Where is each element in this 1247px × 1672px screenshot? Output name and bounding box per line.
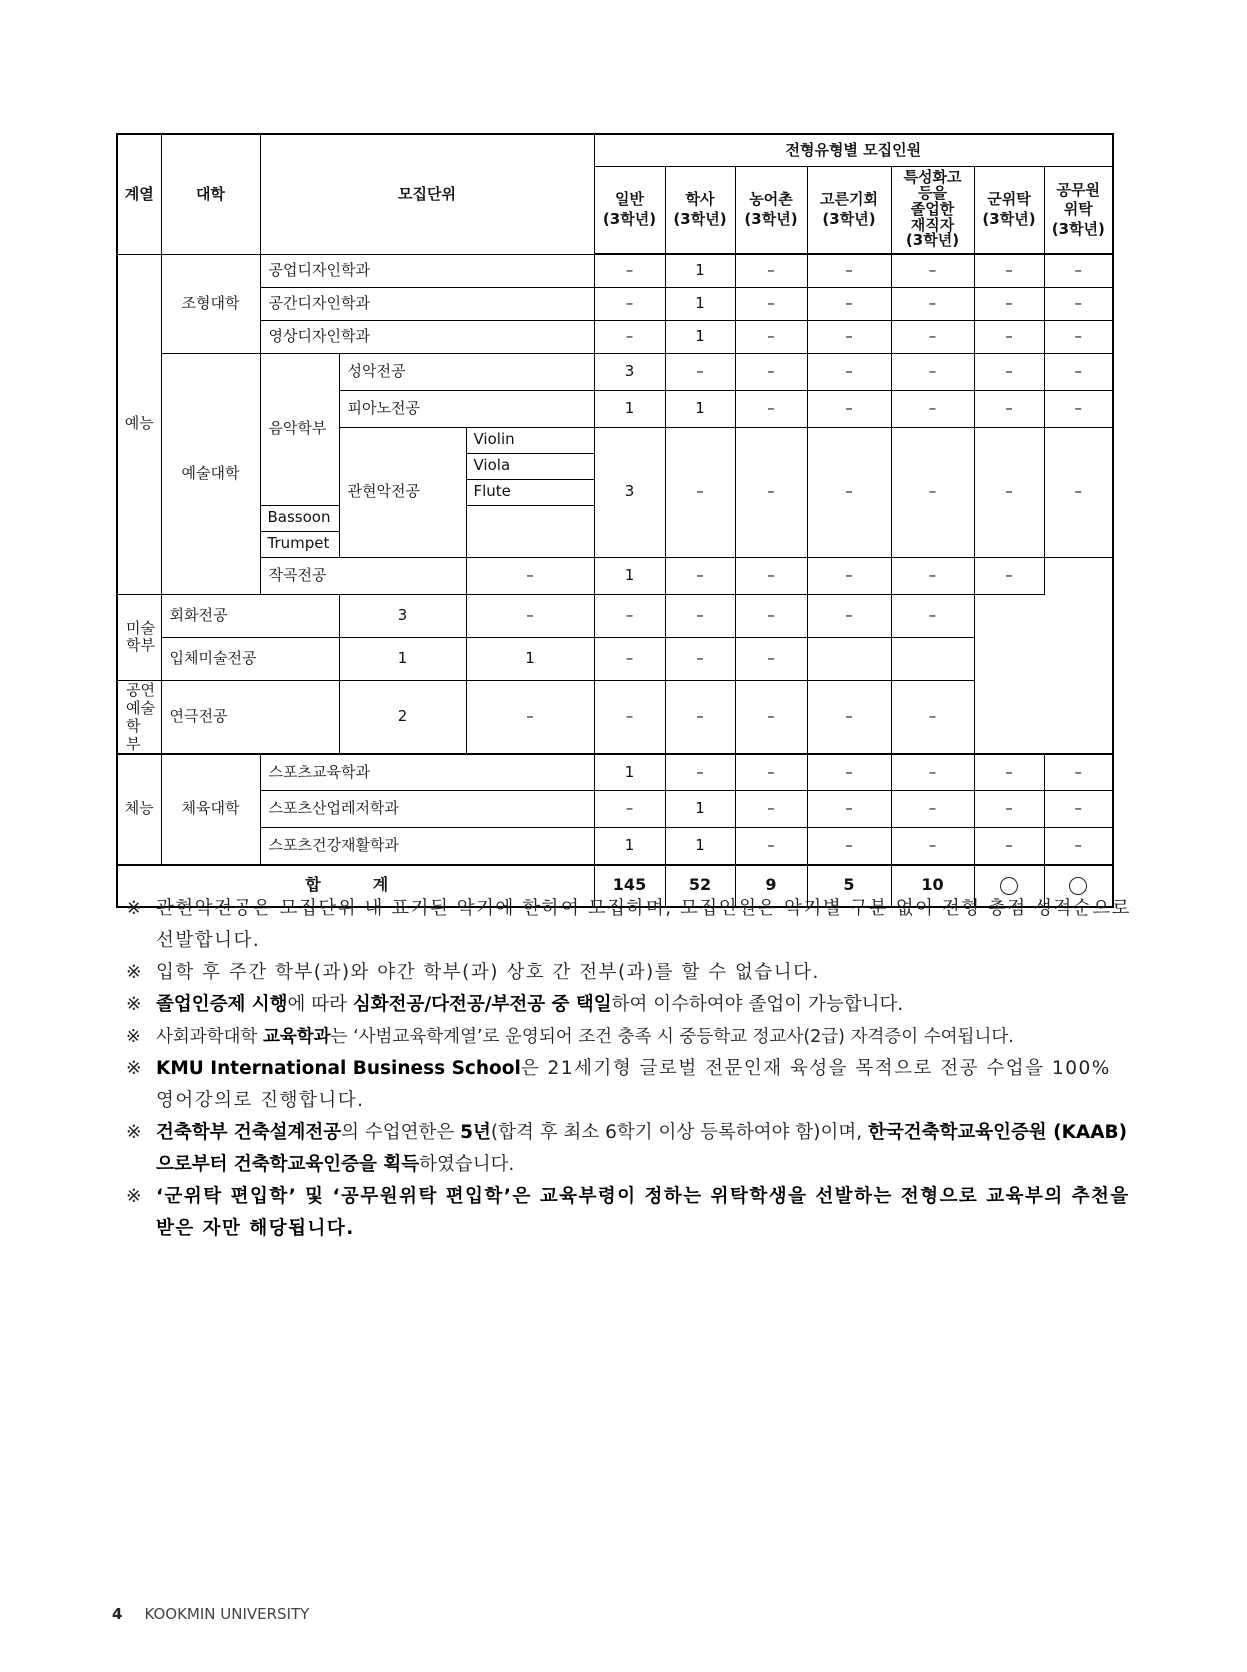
value-cell: –	[594, 791, 665, 828]
value-cell: –	[807, 320, 891, 353]
table-row	[117, 637, 1113, 680]
value-cell: –	[735, 390, 807, 427]
unit-gwanhyeon: 관현악전공	[339, 427, 466, 557]
value-cell: –	[1044, 828, 1113, 865]
unit-name: 회화전공	[161, 594, 339, 637]
note-mark-icon: ※	[126, 898, 142, 919]
value-cell: 1	[594, 557, 665, 594]
table-row	[117, 353, 1113, 390]
admissions-table	[116, 133, 1114, 908]
value-cell: –	[891, 791, 974, 828]
value-cell: –	[1044, 791, 1113, 828]
value-cell: 1	[594, 390, 665, 427]
table-row	[117, 828, 1113, 865]
value-cell: –	[807, 828, 891, 865]
notes-section	[126, 893, 1136, 1245]
value-cell: –	[891, 390, 974, 427]
value-cell: 1	[665, 828, 735, 865]
value-cell: 1	[594, 828, 665, 865]
value-cell: 1	[665, 287, 735, 320]
header-category: 계열	[117, 134, 161, 254]
value-cell: –	[1044, 353, 1113, 390]
value-cell: 2	[339, 680, 466, 754]
table-row	[117, 754, 1113, 791]
value-cell: –	[665, 637, 735, 680]
unit-name: 연극전공	[161, 680, 339, 754]
table-row	[117, 287, 1113, 320]
value-cell: –	[735, 557, 807, 594]
value-cell: –	[807, 427, 891, 557]
unit-name: 스포츠건강재활학과	[260, 828, 594, 865]
value-cell: –	[891, 680, 974, 754]
value-cell: –	[735, 637, 807, 680]
header-type: 일반 (3학년)	[594, 166, 665, 254]
value-cell: –	[1044, 320, 1113, 353]
value-cell: –	[1044, 254, 1113, 287]
unit-name: 공간디자인학과	[260, 287, 594, 320]
note-item: ※ 졸업인증제 시행에 따라 심화전공/다전공/부전공 중 택일하여 이수하여야 졸업이 가능합니다.	[126, 989, 1136, 1021]
instrument-trumpet: Trumpet	[260, 531, 339, 557]
header-type: 농어촌 (3학년)	[735, 166, 807, 254]
note-item: ※ 입학 후 주간 학부(과)와 야간 학부(과) 상호 간 전부(과)를 할 수 없습니다.	[126, 957, 1136, 989]
value-cell: –	[466, 557, 594, 594]
value-cell: 3	[594, 427, 665, 557]
value-cell: –	[1044, 287, 1113, 320]
value-cell: 3	[594, 353, 665, 390]
value-cell	[891, 637, 974, 680]
unit-name: 작곡전공	[260, 557, 466, 594]
value-cell: –	[735, 791, 807, 828]
value-cell: –	[665, 353, 735, 390]
value-cell: –	[735, 320, 807, 353]
value-cell: –	[735, 353, 807, 390]
total-value: 145	[594, 865, 665, 907]
value-cell: –	[807, 557, 891, 594]
instrument-violin: Violin	[466, 427, 594, 453]
instrument-viola: Viola	[466, 453, 594, 479]
value-cell: –	[974, 791, 1044, 828]
total-value: 52	[665, 865, 735, 907]
value-cell: –	[466, 594, 594, 637]
value-cell: –	[807, 287, 891, 320]
table-row	[117, 320, 1113, 353]
header-unit: 모집단위	[260, 134, 594, 254]
value-cell: –	[974, 754, 1044, 791]
value-cell: –	[807, 680, 891, 754]
value-cell: –	[891, 828, 974, 865]
unit-name: 성악전공	[339, 353, 594, 390]
value-cell: –	[594, 637, 665, 680]
category-yeneung: 예능	[117, 254, 161, 594]
value-cell: –	[891, 287, 974, 320]
table-row	[117, 680, 1113, 754]
value-cell	[807, 637, 891, 680]
note-mark-icon: ※	[126, 962, 142, 983]
value-cell: –	[974, 254, 1044, 287]
header-type: 고른기회 (3학년)	[807, 166, 891, 254]
value-cell: 1	[665, 320, 735, 353]
unit-name: 공업디자인학과	[260, 254, 594, 287]
header-college: 대학	[161, 134, 260, 254]
value-cell: 1	[594, 754, 665, 791]
header-type: 공무원 위탁 (3학년)	[1044, 166, 1113, 254]
value-cell: –	[665, 680, 735, 754]
note-mark-icon: ※	[126, 1186, 142, 1207]
note-mark-icon: ※	[126, 1058, 142, 1079]
value-cell: –	[807, 353, 891, 390]
value-cell: –	[891, 427, 974, 557]
header-type: 군위탁 (3학년)	[974, 166, 1044, 254]
table-row	[117, 254, 1113, 287]
value-cell: –	[1044, 390, 1113, 427]
value-cell: –	[891, 754, 974, 791]
value-cell: –	[974, 557, 1044, 594]
table-row	[117, 557, 1113, 594]
value-cell: –	[807, 254, 891, 287]
note-item: ※ KMU International Business School은 21세기형 글로벌 전문인재 육성을 목적으로 전공 수업을 100% 영어강의로 진행합니다.	[126, 1053, 1136, 1117]
note-item: ※ 사회과학대학 교육학과는 ‘사범교육학계열’로 운영되어 조건 충족 시 중등학교 정교사(2급) 자격증이 수여됩니다.	[126, 1021, 1136, 1053]
value-cell: –	[594, 594, 665, 637]
value-cell: –	[735, 680, 807, 754]
total-value: 5	[807, 865, 891, 907]
table-row	[117, 791, 1113, 828]
footer-university: KOOKMIN UNIVERSITY	[144, 1605, 310, 1623]
unit-name: 피아노전공	[339, 390, 594, 427]
total-label: 합 계	[117, 865, 594, 907]
value-cell: –	[974, 427, 1044, 557]
note-mark-icon: ※	[126, 1027, 141, 1047]
instrument-flute: Flute	[466, 479, 594, 505]
unit-name: 스포츠교육학과	[260, 754, 594, 791]
value-cell: –	[735, 828, 807, 865]
value-cell: –	[594, 254, 665, 287]
value-cell: –	[891, 254, 974, 287]
value-cell: –	[594, 320, 665, 353]
value-cell: –	[466, 680, 594, 754]
value-cell: –	[665, 427, 735, 557]
value-cell: –	[735, 754, 807, 791]
value-cell: 1	[665, 791, 735, 828]
college-yesul: 예술대학	[161, 353, 260, 594]
value-cell: 1	[665, 390, 735, 427]
value-cell: –	[807, 390, 891, 427]
division-eumak: 음악학부	[260, 353, 339, 505]
unit-name: 스포츠산업레저학과	[260, 791, 594, 828]
value-cell: –	[665, 557, 735, 594]
category-cheneung: 체능	[117, 754, 161, 865]
value-cell: –	[891, 557, 974, 594]
page-number: 4	[112, 1605, 123, 1623]
note-item: ※ 관현악전공은 모집단위 내 표기된 악기에 한하여 모집하며, 모집인원은 악기별 구분 없이 전형 총점 성적순으로 선발합니다.	[126, 893, 1136, 957]
college-cheyuk: 체육대학	[161, 754, 260, 865]
value-cell: –	[1044, 427, 1113, 557]
page-footer	[112, 1605, 309, 1623]
value-cell: 1	[466, 637, 594, 680]
header-type: 특성화고 등을 졸업한 재직자 (3학년)	[891, 166, 974, 254]
value-cell: –	[891, 353, 974, 390]
note-mark-icon: ※	[126, 1122, 142, 1143]
value-cell: –	[974, 828, 1044, 865]
value-cell: –	[974, 353, 1044, 390]
division-gongyeon: 공연예술 학 부	[117, 680, 161, 754]
value-cell: 1	[339, 637, 466, 680]
value-cell: –	[974, 287, 1044, 320]
value-cell: –	[735, 287, 807, 320]
value-cell: –	[735, 427, 807, 557]
value-cell: –	[665, 754, 735, 791]
value-cell: –	[665, 594, 735, 637]
value-cell: –	[807, 594, 891, 637]
value-cell: 3	[339, 594, 466, 637]
value-cell: –	[974, 390, 1044, 427]
value-cell: –	[807, 791, 891, 828]
total-value: 10	[891, 865, 974, 907]
header-type: 학사 (3학년)	[665, 166, 735, 254]
value-cell: –	[807, 754, 891, 791]
header-admission-types: 전형유형별 모집인원	[594, 134, 1113, 166]
value-cell: –	[594, 680, 665, 754]
college-johyeong: 조형대학	[161, 254, 260, 353]
value-cell: –	[1044, 754, 1113, 791]
value-cell: –	[735, 594, 807, 637]
instrument-bassoon: Bassoon	[260, 505, 339, 531]
value-cell: –	[735, 254, 807, 287]
total-value: 9	[735, 865, 807, 907]
value-cell: –	[594, 287, 665, 320]
unit-name: 영상디자인학과	[260, 320, 594, 353]
value-cell: –	[891, 594, 974, 637]
note-mark-icon: ※	[126, 994, 142, 1015]
value-cell: –	[891, 320, 974, 353]
division-misul: 미술학부	[117, 594, 161, 680]
note-item: ※ ‘군위탁 편입학’ 및 ‘공무원위탁 편입학’은 교육부령이 정하는 위탁학생을 선발하는 전형으로 교육부의 추천을 받은 자만 해당됩니다.	[126, 1181, 1136, 1245]
unit-name: 입체미술전공	[161, 637, 339, 680]
table-row	[117, 594, 1113, 637]
note-item: ※ 건축학부 건축설계전공의 수업연한은 5년(합격 후 최소 6학기 이상 등록하여야 함)이며, 한국건축학교육인증원 (KAAB)으로부터 건축학교육인증을 획득하였습니다.	[126, 1117, 1136, 1181]
value-cell: –	[974, 320, 1044, 353]
value-cell: 1	[665, 254, 735, 287]
